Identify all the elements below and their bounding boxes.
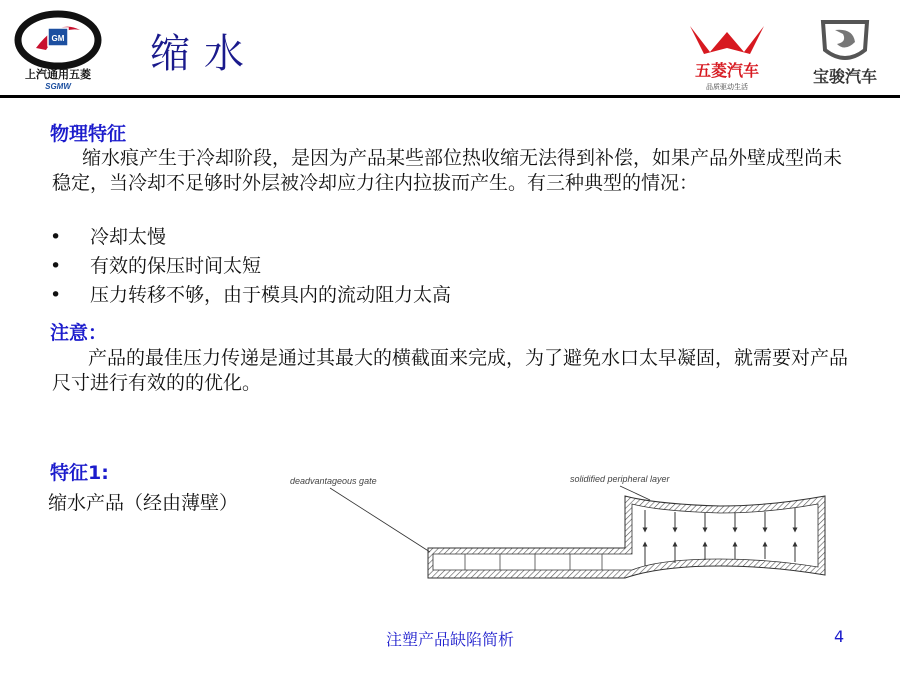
list-item xyxy=(50,225,451,250)
list-item xyxy=(50,254,451,279)
footer-title: 注塑产品缺陷简析 xyxy=(385,630,514,649)
wuling-logo xyxy=(672,18,782,92)
layer-label: solidified peripheral layer xyxy=(570,474,670,484)
header-divider xyxy=(0,95,900,98)
physical-heading: 物理特征 xyxy=(50,123,127,145)
sgmw-logo xyxy=(8,8,108,90)
bullet-icon: • xyxy=(50,226,62,248)
bullet-text: 有效的保压时间太短 xyxy=(90,255,262,277)
svg-text:SGMW: SGMW xyxy=(45,82,71,90)
bullet-text: 冷却太慢 xyxy=(90,226,167,248)
svg-text:五菱汽车: 五菱汽车 xyxy=(694,61,760,80)
bullet-icon: • xyxy=(50,284,62,306)
feature-subtitle: 缩水产品（经由薄壁） xyxy=(48,492,239,514)
gate-leader-line xyxy=(330,488,430,552)
feature-heading: 特征1: xyxy=(50,462,109,484)
gate-label: deadvantageous gate xyxy=(290,476,377,486)
bullet-icon: • xyxy=(50,255,62,277)
svg-text:GM: GM xyxy=(51,34,65,43)
page-number: 4 xyxy=(834,627,845,646)
note-heading: 注意： xyxy=(50,322,108,344)
note-paragraph: 产品的最佳压力传递是通过其最大的横截面来完成，为了避免水口太早凝固，就需要对产品尺寸进行有效的的优化。 xyxy=(52,347,849,394)
list-item xyxy=(50,283,451,308)
svg-text:上汽通用五菱: 上汽通用五菱 xyxy=(25,68,91,81)
physical-paragraph: 缩水痕产生于冷却阶段，是因为产品某些部位热收缩无法得到补偿，如果产品外壁成型尚未稳定，当冷却不足够时外层被冷却应力往内拉拔而产生。有三种典型的情况： xyxy=(52,147,843,194)
svg-text:品质驱动生活: 品质驱动生活 xyxy=(706,83,748,91)
bullet-text: 压力转移不够，由于模具内的流动阻力太高 xyxy=(90,284,452,306)
baojun-logo xyxy=(795,14,895,92)
svg-text:宝骏汽车: 宝骏汽车 xyxy=(812,67,878,86)
bullet-list xyxy=(50,225,451,312)
shrinkage-diagram xyxy=(290,470,890,590)
page-title: 缩水 xyxy=(150,31,258,77)
